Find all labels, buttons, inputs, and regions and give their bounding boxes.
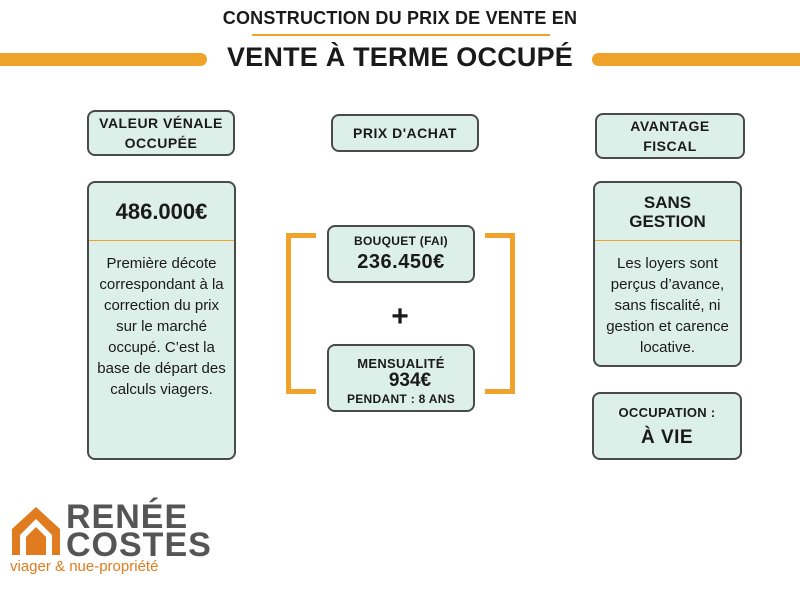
bouquet-label: BOUQUET (FAI) — [354, 234, 448, 248]
occupation-box — [592, 392, 742, 460]
sans-gestion-card — [593, 181, 742, 367]
sans-gestion-text: Les loyers sont perçus d’avance, sans fiscalité, ni gestion et carence locative. — [606, 255, 729, 356]
mensualite-amount: 934€ — [388, 370, 432, 391]
mensualite-box — [327, 344, 475, 412]
valeur-venale-card — [87, 181, 236, 460]
occupation-label: OCCUPATION : — [618, 405, 716, 420]
avantage-fiscal-label — [595, 113, 745, 159]
sans-gestion-title: SANS GESTION — [595, 183, 740, 241]
brand-tagline: viager & nue-propriété — [10, 558, 159, 575]
brand-name-line-2: COSTES — [66, 526, 212, 564]
bracket-right — [485, 233, 515, 394]
mensualite-label: MENSUALITÉ — [357, 356, 445, 371]
valeur-venale-label — [87, 110, 235, 156]
header-bar-right — [592, 53, 800, 66]
bracket-left — [286, 233, 316, 394]
prix-achat-label — [331, 114, 479, 152]
title-underline — [252, 34, 550, 36]
valeur-venale-amount: 486.000€ — [89, 183, 234, 241]
valeur-venale-description: Première décote correspondant à la correction du prix sur le marché occupé. C’est la base de départ des calculs viagers. — [97, 255, 226, 398]
valeur-venale-label-text: VALEUR VÉNALE OCCUPÉE — [99, 115, 223, 151]
brand-name-line-1: RENÉE — [66, 498, 189, 536]
plus-sign: + — [391, 300, 409, 333]
house-icon — [10, 505, 62, 557]
avantage-fiscal-label-text: AVANTAGE FISCAL — [630, 118, 710, 154]
title-line-1: CONSTRUCTION DU PRIX DE VENTE EN — [222, 8, 578, 28]
prix-achat-label-text: PRIX D'ACHAT — [353, 125, 457, 141]
occupation-value: À VIE — [640, 427, 694, 448]
mensualite-duration: PENDANT : 8 ANS — [346, 392, 456, 406]
bouquet-box — [327, 225, 475, 283]
bouquet-amount: 236.450€ — [357, 251, 445, 273]
title-line-2: VENTE À TERME OCCUPÉ — [226, 42, 574, 72]
